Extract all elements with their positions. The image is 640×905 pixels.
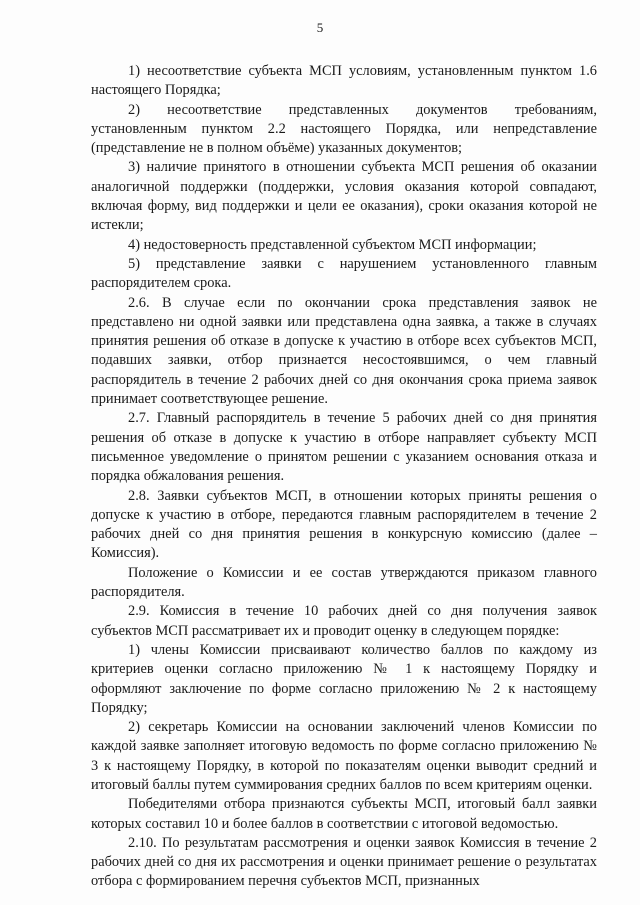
paragraph-clause-2-8: 2.8. Заявки субъектов МСП, в отношении которых приняты решения о допуске к участию в отборе, передаются главным распорядителем в течение 2 рабочих дней со дня принятия решения в конкурсную комиссию (далее – Комиссия). [91, 487, 597, 562]
paragraph-clause-2-7: 2.7. Главный распорядитель в течение 5 рабочих дней со дня принятия решения об отказе в допуске к участию в отборе направляет субъекту МСП письменное уведомление о принятом решении с указанием основания отказа и порядка обжалования решения. [91, 410, 597, 485]
paragraph-clause-2-9-item-2: 2) секретарь Комиссии на основании заключений членов Комиссии по каждой заявке заполняет итоговую ведомость по форме согласно приложению № 3 к настоящему Порядку, в которой по показателям оценки выводит средний и итоговый баллы путем суммирования средних баллов по всем критериям оценки. [91, 719, 597, 793]
paragraph-item-1: 1) несоответствие субъекта МСП условиям, установленным пунктом 1.6 настоящего Порядка; [91, 63, 597, 99]
paragraph-item-5: 5) представление заявки с нарушением установленного главным распорядителем срока. [91, 255, 597, 292]
paragraph-commission-regulation: Положение о Комиссии и ее состав утверждаются приказом главного распорядителя. [91, 564, 597, 601]
page-number: 5 [316, 20, 324, 35]
paragraph-item-2: 2) несоответствие представленных документов требованиям, установленным пунктом 2.2 настоящего Порядка, или непредставление (представление не в полном объёме) указанных документов; [91, 101, 597, 157]
paragraph-clause-2-10: 2.10. По результатам рассмотрения и оценки заявок Комиссия в течение 2 рабочих дней со дня их рассмотрения и оценки принимает решение о результатах отбора с формированием перечня субъектов МСП, признанных [91, 834, 597, 890]
paragraph-clause-2-6: 2.6. В случае если по окончании срока представления заявок не представлено ни одной заявки или представлена одна заявка, а также в случаях принятия решения об отказе в допуске к участию в отборе всех субъектов МСП, подавших заявки, отбор признается несостоявшимся, о чем главный распорядитель в течение 2 рабочих дней со дня окончания срока приема заявок принимает соответствующее решение. [91, 294, 597, 408]
paragraph-item-4: 4) недостоверность представленной субъектом МСП информации; [128, 236, 537, 253]
document-body [91, 62, 597, 892]
paragraph-item-3: 3) наличие принятого в отношении субъекта МСП решения об оказании аналогичной поддержки (поддержки, условия оказания которой совпадают, включая форму, вид поддержки и цели ее оказания), сроки оказания которой не истекли; [91, 159, 597, 234]
paragraph-clause-2-9-item-1: 1) члены Комиссии присваивают количество баллов по каждому из критериев оценки согласно приложению № 1 к настоящему Порядку и оформляют заключение по форме согласно приложению № 2 к настоящему Порядку; [91, 641, 597, 716]
paragraph-winners: Победителями отбора признаются субъекты МСП, итоговый балл заявки которых составил 10 и более баллов в соответствии с итоговой ведомостью. [91, 796, 597, 832]
paragraph-clause-2-9: 2.9. Комиссия в течение 10 рабочих дней со дня получения заявок субъектов МСП рассматривает их и проводит оценку в следующем порядке: [91, 603, 597, 639]
